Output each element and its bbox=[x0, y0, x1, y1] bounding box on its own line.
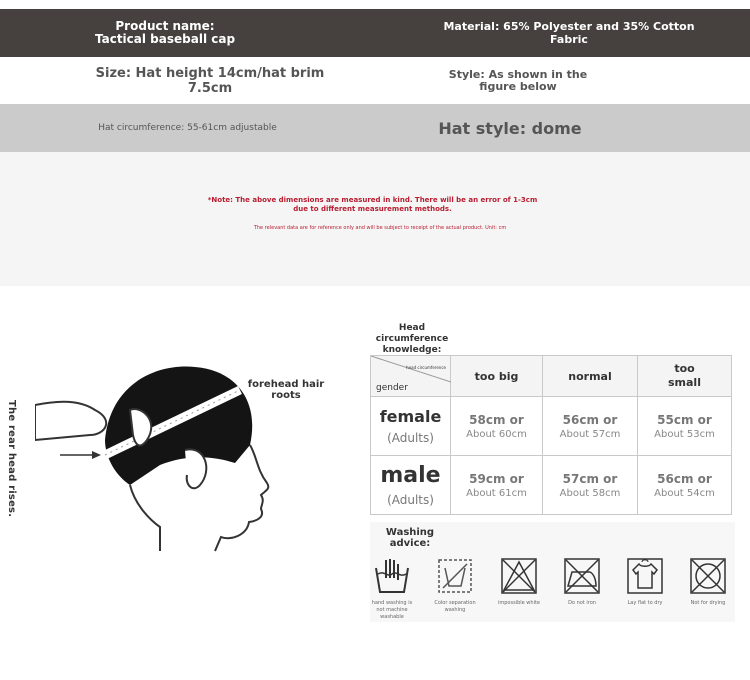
washing-label: Do not iron bbox=[568, 600, 596, 606]
value-cell bbox=[638, 456, 732, 515]
reference-note: The relevant data are for reference only and will be subject to receipt of the actual product. Unit: cm bbox=[253, 225, 507, 231]
product-name: Product name: Tactical baseball cap bbox=[94, 19, 236, 46]
corner-circumference-label: head circumference bbox=[406, 365, 446, 370]
table-header-row bbox=[371, 356, 732, 397]
group-label: (Adults) bbox=[387, 431, 434, 445]
corner-header bbox=[371, 356, 451, 397]
measurement-note: *Note: The above dimensions are measured in kind. There will be an error of 1-3cm due to different measurement methods. bbox=[207, 196, 538, 213]
value-main: 55cm or bbox=[657, 412, 712, 427]
washing-label: Lay flat to dry bbox=[627, 600, 663, 606]
separate-wash-icon bbox=[435, 556, 475, 596]
value-sub: About 60cm bbox=[466, 428, 527, 440]
column-header: too small bbox=[638, 356, 732, 397]
ear-shape bbox=[185, 449, 206, 488]
gender-cell bbox=[371, 456, 451, 515]
value-cell bbox=[543, 456, 638, 515]
forehead-label: forehead hair roots bbox=[247, 379, 325, 401]
washing-item bbox=[431, 556, 479, 614]
washing-item bbox=[368, 556, 416, 621]
washing-title: Washing advice: bbox=[385, 527, 435, 549]
value-sub: About 53cm bbox=[654, 428, 715, 440]
washing-label: Not for drying bbox=[690, 600, 726, 606]
no-iron-icon bbox=[562, 556, 602, 596]
column-header: too big bbox=[451, 356, 543, 397]
no-bleach-icon bbox=[499, 556, 539, 596]
size: Size: Hat height 14cm/hat brim 7.5cm bbox=[95, 65, 325, 96]
value-sub: About 61cm bbox=[466, 487, 527, 499]
knowledge-title: Head circumference knowledge: bbox=[375, 323, 449, 355]
value-main: 59cm or bbox=[469, 471, 524, 486]
no-tumble-dry-icon bbox=[688, 556, 728, 596]
spec-row-2 bbox=[0, 57, 750, 104]
washing-item bbox=[495, 556, 543, 607]
value-cell bbox=[638, 397, 732, 456]
washing-item bbox=[621, 556, 669, 607]
washing-item bbox=[558, 556, 606, 607]
value-cell bbox=[451, 397, 543, 456]
gender-cell bbox=[371, 397, 451, 456]
value-sub: About 57cm bbox=[559, 428, 621, 440]
hat-style: Hat style: dome bbox=[438, 118, 582, 138]
value-main: 56cm or bbox=[657, 471, 712, 486]
value-main: 57cm or bbox=[562, 471, 618, 486]
column-header: normal bbox=[543, 356, 638, 397]
gender-label: male bbox=[380, 463, 441, 488]
value-sub: About 58cm bbox=[559, 487, 621, 499]
note-area bbox=[0, 152, 750, 286]
lay-flat-dry-icon bbox=[625, 556, 665, 596]
value-cell bbox=[451, 456, 543, 515]
spec-row-1 bbox=[0, 9, 750, 57]
value-main: 58cm or bbox=[469, 412, 524, 427]
value-main: 56cm or bbox=[562, 412, 618, 427]
corner-gender-label: gender bbox=[376, 383, 408, 393]
group-label: (Adults) bbox=[387, 493, 434, 507]
washing-label: Color separation washing bbox=[434, 600, 476, 613]
washing-label: hand washing is not machine washable bbox=[371, 600, 413, 620]
head-measurement-diagram bbox=[35, 345, 355, 555]
washing-label: impossible white bbox=[497, 600, 540, 606]
size-table bbox=[370, 355, 732, 515]
value-sub: About 54cm bbox=[654, 487, 715, 499]
hand-wash-icon bbox=[372, 556, 412, 596]
table-row bbox=[371, 456, 732, 515]
value-cell bbox=[543, 397, 638, 456]
material: Material: 65% Polyester and 35% Cotton Fabric bbox=[443, 20, 695, 46]
style: Style: As shown in the figure below bbox=[448, 67, 588, 93]
table-row bbox=[371, 397, 732, 456]
hat-circumference: Hat circumference: 55-61cm adjustable bbox=[98, 123, 277, 133]
rear-head-label: The rear head rises. bbox=[6, 400, 17, 518]
gender-label: female bbox=[379, 407, 442, 426]
spec-row-3 bbox=[0, 104, 750, 152]
washing-item bbox=[684, 556, 732, 607]
